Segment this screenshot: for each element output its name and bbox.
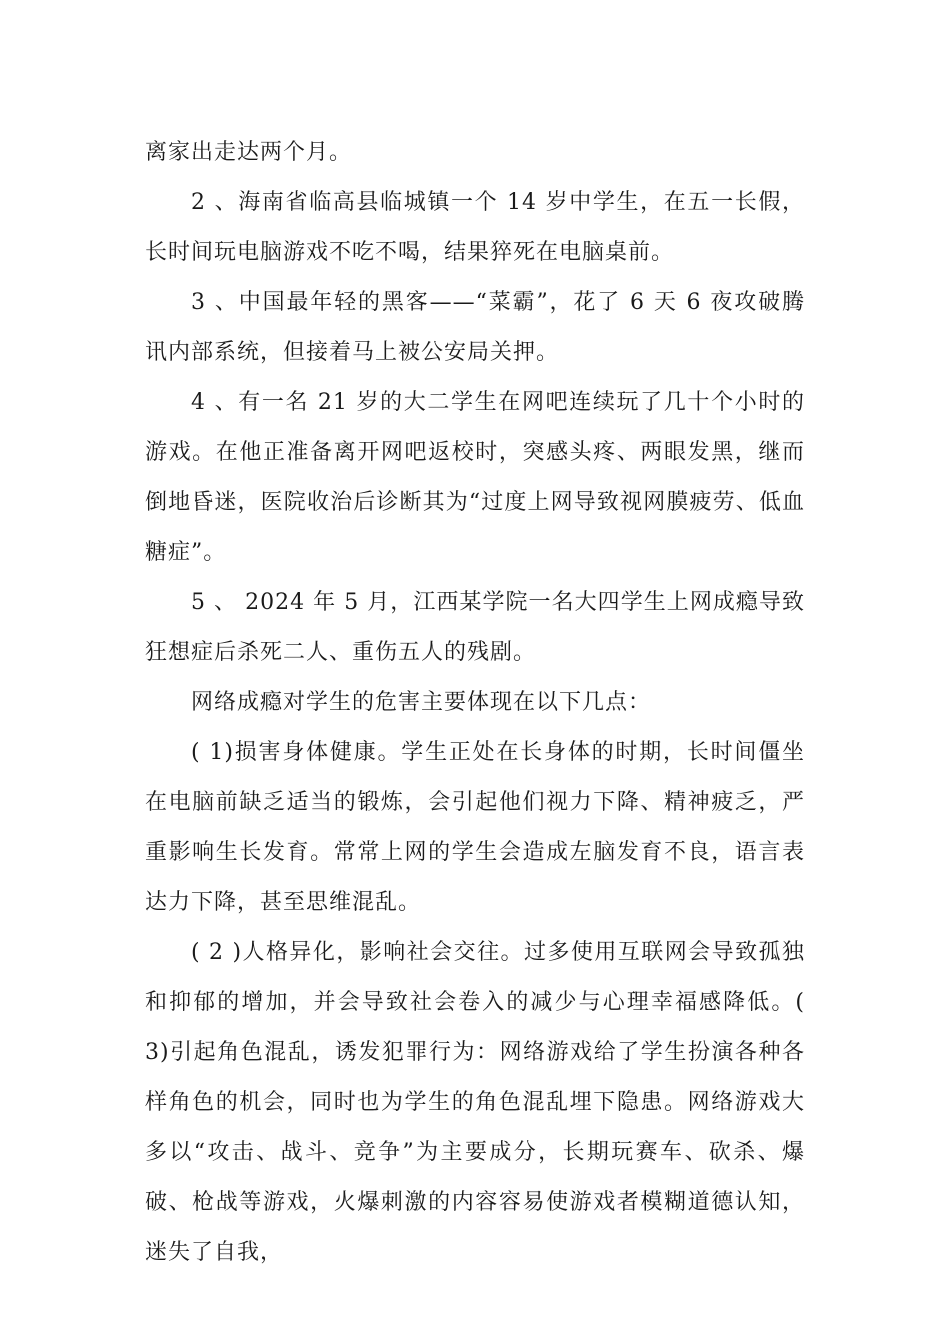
paragraph-4: 4 、有一名 21 岁的大二学生在网吧连续玩了几十个小时的游戏。在他正准备离开网吧返校时，突感头疼、两眼发黑，继而倒地昏迷，医院收治后诊断其为“过度上网导致视网膜疲劳、低血糖症”。 [145,390,805,565]
paragraph-3: 3 、中国最年轻的黑客——“菜霸”，花了 6 天 6 夜攻破腾讯内部系统，但接着马上被公安局关押。 [145,290,805,365]
paragraph-6: 网络成瘾对学生的危害主要体现在以下几点： [191,690,652,715]
paragraph-8: ( 2 )人格异化，影响社会交往。过多使用互联网会导致孤独和抑郁的增加，并会导致社会卷入的减少与心理幸福感降低。( 3)引起角色混乱，诱发犯罪行为：网络游戏给了学生扮演各种各样角色的机会，同时也为学生的角色混乱埋下隐患。网络游戏大多以“攻击、战斗、竞争”为主要成分，长期玩赛车、砍杀、爆破、枪战等游戏，火爆刺激的内容容易使游戏者模糊道德认知，迷失了自我， [145,940,805,1265]
paragraph-5: 5 、 2024 年 5 月，江西某学院一名大四学生上网成瘾导致狂想症后杀死二人、重伤五人的残剧。 [145,590,805,665]
paragraph-2: 2 、海南省临高县临城镇一个 14 岁中学生，在五一长假，长时间玩电脑游戏不吃不喝，结果猝死在电脑桌前。 [145,190,805,265]
document-page [145,128,805,1278]
paragraph-1: 离家出走达两个月。 [145,140,353,165]
paragraph-7: ( 1)损害身体健康。学生正处在长身体的时期，长时间僵坐在电脑前缺乏适当的锻炼，会引起他们视力下降、精神疲乏，严重影响生长发育。常常上网的学生会造成左脑发育不良，语言表达力下降，甚至思维混乱。 [145,740,805,915]
